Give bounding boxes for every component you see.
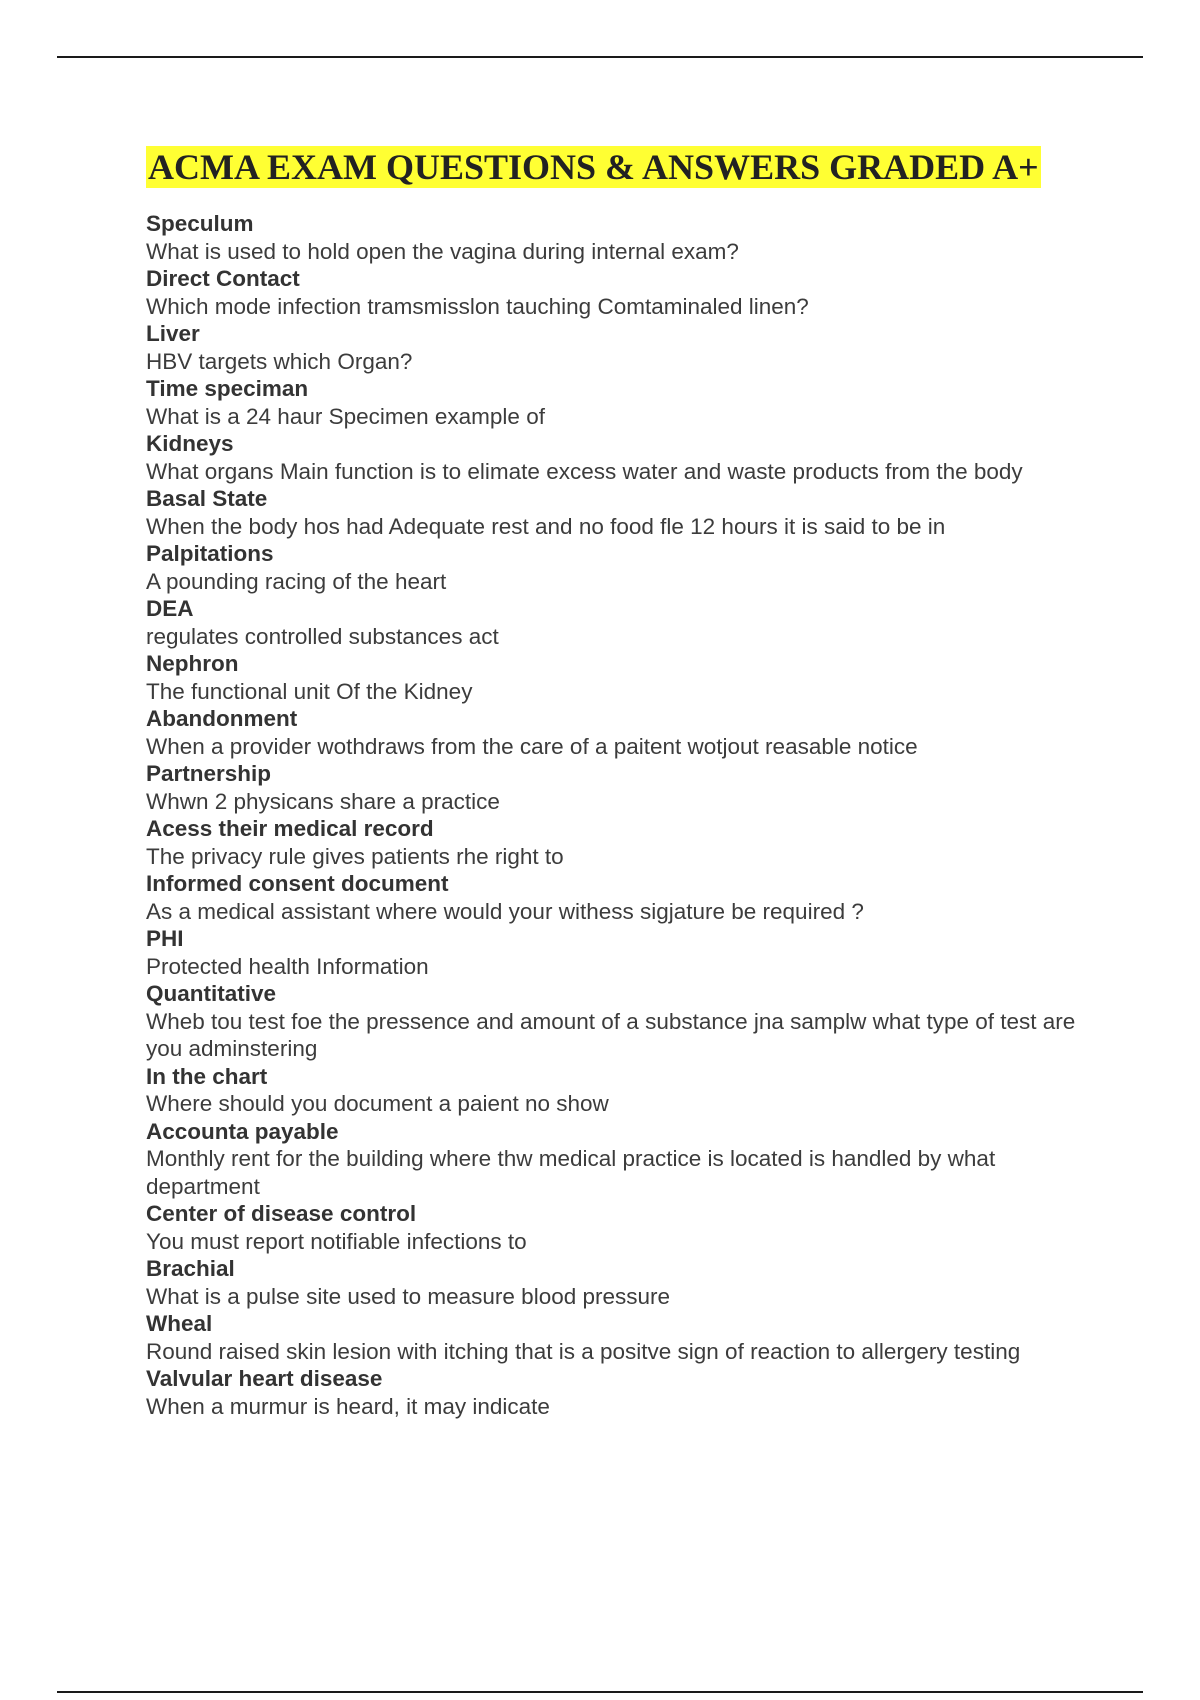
qa-item — [146, 595, 1096, 650]
answer-term: Basal State — [146, 486, 268, 511]
answer-term: Informed consent document — [146, 871, 449, 896]
qa-item — [146, 925, 1096, 980]
question-text: regulates controlled substances act — [146, 623, 499, 649]
qa-item — [146, 760, 1096, 815]
question-text: Wheb tou test foe the pressence and amount of a substance jna samplw what type of test are you adminstering — [146, 1008, 1076, 1061]
question-text: What is a pulse site used to measure blood pressure — [146, 1283, 671, 1309]
document-title: ACMA EXAM QUESTIONS & ANSWERS GRADED A+ — [148, 147, 1039, 187]
qa-item — [146, 210, 1096, 265]
question-text: Protected health Information — [146, 953, 429, 979]
question-text: What is a 24 haur Specimen example of — [146, 403, 545, 429]
answer-term: Liver — [146, 321, 200, 346]
qa-item — [146, 1255, 1096, 1310]
answer-term: Speculum — [146, 211, 254, 236]
qa-list — [146, 210, 1096, 1420]
answer-term: In the chart — [146, 1063, 268, 1089]
answer-term: Kidneys — [146, 431, 234, 456]
qa-item — [146, 870, 1096, 925]
question-text: HBV targets which Organ? — [146, 348, 413, 374]
question-text: Round raised skin lesion with itching that is a positve sign of reaction to allergery testing — [146, 1338, 1021, 1364]
answer-term: DEA — [146, 596, 194, 621]
answer-term: Partnership — [146, 761, 272, 786]
question-text: When a murmur is heard, it may indicate — [146, 1393, 550, 1419]
document-body — [146, 146, 1096, 1420]
answer-term: Abandonment — [146, 706, 298, 731]
top-rule — [57, 56, 1143, 58]
question-text: You must report notifiable infections to — [146, 1228, 527, 1254]
answer-term: PHI — [146, 926, 184, 951]
question-text: What is used to hold open the vagina during internal exam? — [146, 238, 739, 264]
question-text: The functional unit Of the Kidney — [146, 678, 473, 704]
qa-item — [146, 980, 1096, 1063]
answer-term: Quantitative — [146, 981, 277, 1006]
qa-item — [146, 1310, 1096, 1365]
answer-term: Accounta payable — [146, 1118, 339, 1144]
qa-item — [146, 375, 1096, 430]
qa-item — [146, 265, 1096, 320]
qa-item — [146, 1365, 1096, 1420]
qa-item — [146, 1200, 1096, 1255]
answer-term: Palpitations — [146, 541, 274, 566]
qa-item — [146, 320, 1096, 375]
question-text: As a medical assistant where would your withess sigjature be required ? — [146, 898, 864, 924]
answer-term: Valvular heart disease — [146, 1366, 383, 1391]
qa-item — [146, 485, 1096, 540]
question-text: Where should you document a paient no show — [146, 1091, 609, 1116]
qa-item — [146, 1063, 1096, 1118]
question-text: When the body hos had Adequate rest and no food fle 12 hours it is said to be in — [146, 513, 946, 539]
answer-term: Time speciman — [146, 376, 309, 401]
answer-term: Direct Contact — [146, 266, 300, 291]
question-text: Monthly rent for the building where thw medical practice is located is handled by what department — [146, 1146, 996, 1199]
question-text: When a provider wothdraws from the care of a paitent wotjout reasable notice — [146, 733, 918, 759]
qa-item — [146, 650, 1096, 705]
qa-item — [146, 705, 1096, 760]
answer-term: Acess their medical record — [146, 816, 434, 841]
qa-item — [146, 815, 1096, 870]
qa-item — [146, 1118, 1096, 1201]
question-text: Which mode infection tramsmisslon tauching Comtaminaled linen? — [146, 293, 809, 319]
qa-item — [146, 540, 1096, 595]
answer-term: Nephron — [146, 651, 239, 676]
question-text: Whwn 2 physicans share a practice — [146, 788, 500, 814]
answer-term: Brachial — [146, 1256, 235, 1281]
question-text: A pounding racing of the heart — [146, 568, 447, 594]
answer-term: Wheal — [146, 1311, 213, 1336]
question-text: The privacy rule gives patients rhe right to — [146, 843, 564, 869]
qa-item — [146, 430, 1096, 485]
question-text: What organs Main function is to elimate excess water and waste products from the body — [146, 458, 1023, 484]
bottom-rule — [57, 1691, 1143, 1693]
answer-term: Center of disease control — [146, 1201, 417, 1226]
